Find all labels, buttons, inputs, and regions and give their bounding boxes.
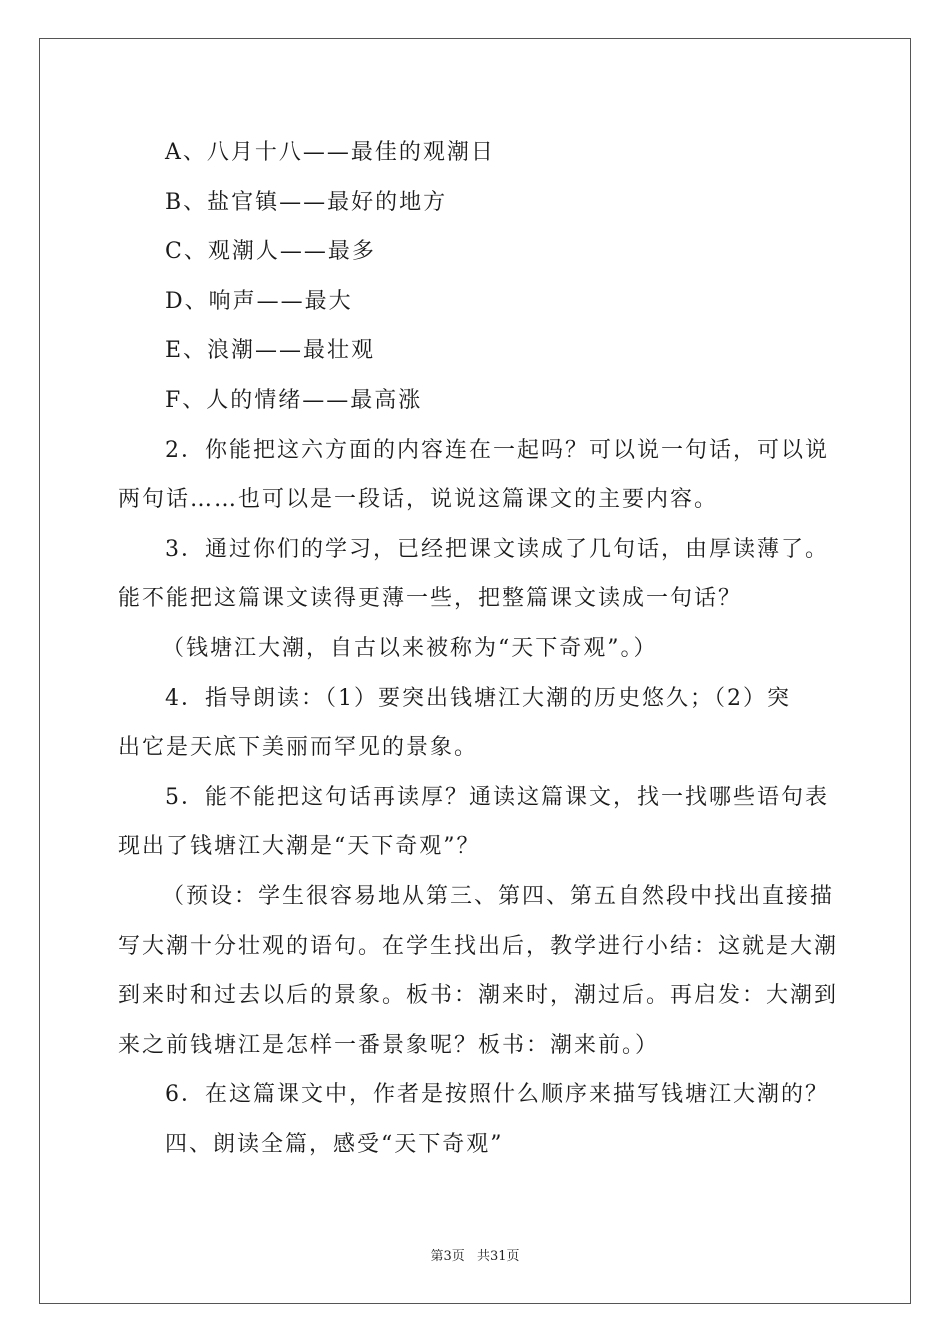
option-e: E、浪潮——最壮观 [165,338,376,364]
option-c: C、观潮人——最多 [165,239,376,265]
question-6: 6．在这篇课文中，作者是按照什么顺序来描写钱塘江大潮的？ [165,1082,829,1108]
preset-line-3: 到来时和过去以后的景象。板书：潮来时，潮过后。再启发：大潮到 [118,983,839,1009]
answer-3: （钱塘江大潮，自古以来被称为“天下奇观”。） [162,635,658,661]
question-2-line-2: 两句话……也可以是一段话，说说这篇课文的主要内容。 [118,487,719,513]
option-b: B、盐官镇——最好的地方 [165,189,448,215]
total-pages: 共31页 [476,1249,520,1264]
document-body [118,128,838,1169]
current-page-number: 第3页 [430,1249,465,1264]
option-f: F、人的情绪——最高涨 [165,387,423,413]
question-4-line-2: 出它是天底下美丽而罕见的景象。 [118,735,479,761]
preset-line-4: 来之前钱塘江是怎样一番景象呢？板书：潮来前。） [118,1032,660,1058]
preset-line-2: 写大潮十分壮观的语句。在学生找出后，教学进行小结：这就是大潮 [118,933,839,959]
option-a: A、八月十八——最佳的观潮日 [165,140,495,165]
preset-line-1: （预设：学生很容易地从第三、第四、第五自然段中找出直接描 [162,883,835,909]
question-5-line-1: 5．能不能把这句话再读厚？通读这篇课文，找一找哪些语句表 [165,784,829,810]
question-3-line-2: 能不能把这篇课文读得更薄一些，把整篇课文读成一句话？ [118,586,743,612]
section-4-heading: 四、朗读全篇，感受“天下奇观” [165,1131,504,1157]
question-3-line-1: 3．通过你们的学习，已经把课文读成了几句话，由厚读薄了。 [165,536,829,562]
question-2-line-1: 2．你能把这六方面的内容连在一起吗？可以说一句话，可以说 [165,437,829,463]
page-footer [0,1245,950,1264]
option-d: D、响声——最大 [165,288,353,314]
question-5-line-2: 现出了钱塘江大潮是“天下奇观”？ [118,834,481,860]
question-4-line-1: 4．指导朗读：（1）要突出钱塘江大潮的历史悠久；（2）突 [165,685,791,711]
